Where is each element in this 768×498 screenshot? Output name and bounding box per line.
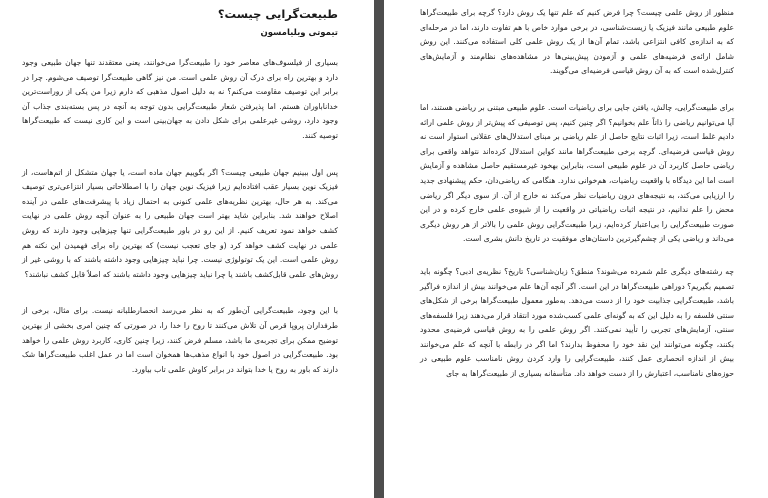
right-page bbox=[384, 0, 768, 498]
paragraph: بسیاری از فیلسوف‌های معاصر خود را طبیعت‌گرا می‌خوانند، یعنی معتقدند تنها جهان طبیعی وجود دارد و بهترین راه برای درک آن روش علمی است. من نیز گاهی طبیعت‌گرا توصیف می‌شوم. چرا در برابر این توصیف مقاومت می‌کنم؟ نه به دلیل اصول مذهبی که دارم زیرا من یکی از روراست‌ترین خداناباوران هستم. اما پذیرفتن شعار طبیعت‌گرایی بدون توجه به آنچه در پس بسته‌بندی جذاب آن وجود دارد، روشی غیرعلمی برای شکل دادن به جهان‌بینی است و این کاری نیست که طبیعت‌گراها توصیه کنند. bbox=[22, 58, 338, 140]
paragraph: برای طبیعت‌گرایی، چالش، یافتن جایی برای ریاضیات است. علوم طبیعی مبتنی بر ریاضی هستند، اما آیا می‌توانیم ریاضی را ذاتاً علم بخوانیم؟ اگر چنین کنیم، پس توصیفی که پیش‌تر از روش علمی ارائه دادیم غلط است، زیرا اثبات نتایج حاصل از علم ریاضی بر مبنای استدلال‌های عقلانی استوار است نه روش قیاسی فرضیه‌ای. گرچه برخی طبیعت‌گراها مانند کواین استدلال کرده‌اند نتواهد واقعی برای ریاضی حاصل کاربرد آن در علوم طبیعی است، بنابراین بهخود غیرمستقیم حاصل مشاهده و آزمایش است اما این دیدگاه با واقعیت ریاضیات، هم‌خوانی ندارد. هنگامی که ریاضی‌دان، حکم پیشنهادی جدید را ارزیابی می‌کند، به نتیجه‌های درون ریاضیات نظر می‌کند نه خارج از آن. از سوی دیگر اگر ریاضی محض را علم ندانیم، در نتیجه اثبات ریاضیاتی در واقعیت را از شیوه‌ی علمی خارج کرده و در این صورت طبیعت‌گرایی را بی‌اعتبار کرده‌ایم، زیرا طبیعت‌گرایی روش علمی را بالاتر از هر روش دیگری می‌داند و ریاضی یکی از چشم‌گیرترین داستان‌های موفقیت در تاریخ دانش بشری است. bbox=[420, 102, 734, 244]
article-author: تیموتی ویلیامسون bbox=[260, 28, 338, 38]
page-gutter bbox=[374, 0, 384, 498]
article-title: طبیعت‌گرایی چیست؟ bbox=[217, 7, 338, 21]
left-page bbox=[0, 0, 374, 498]
paragraph: چه رشته‌های دیگری علم شمرده می‌شوند؟ منطق؟ زبان‌شناسی؟ تاریخ؟ نظریه‌ی ادبی؟ چگونه باید تصمیم بگیریم؟ دوراهی طبیعت‌گراها در این است. اگر آنچه آن‌ها علم می‌خوانند بیش از اندازه فراگیر باشد، طبیعت‌گرایی جذابیت خود را از دست می‌دهد. به‌طور معمول طبیعت‌گراها برخی از شکل‌های سنتی فلسفه را به دلیل این که به گونه‌ای علمی کسب‌شده مورد انتقاد قرار می‌دهند زیرا فلسفه‌های سنتی، آزمایش‌های تجربی را تأیید نمی‌کنند. اگر روش علمی را به روش قیاسی فرضیه‌ی محدود بکنند، چگونه می‌توانند این نقد خود را محفوظ بدارند؟ اما اگر در رابطه با آنچه که علم می‌خوانند بیش از اندازه انحصاری عمل کنند، طبیعت‌گرایی را وارد کردن روش نامناسب علوم طبیعی در حوزه‌های نامناسب، اعتبارش را از دست خواهد داد. متأسفانه بسیاری از طبیعت‌گراها به جای bbox=[420, 266, 734, 379]
paragraph: منظور از روش علمی چیست؟ چرا فرض کنیم که علم تنها یک روش دارد؟ گرچه برای طبیعت‌گراها علوم طبیعی مانند فیزیک یا زیست‌شناسی، در برخی موارد خاص با هم تفاوت دارند، اما در مرحله‌ای که به اندازه‌ی کافی انتزاعی باشد، تمام آن‌ها از یک روش علمی کلی استفاده می‌کنند. این روش شامل ارائه‌ی فرضیه‌های علمی و آزمودن پیش‌بینی‌ها در مشاهده‌های نظام‌مند و آزمایش‌های کنترل‌شده است که به آن روش قیاسی فرضیه‌ای می‌گویند. bbox=[420, 8, 734, 76]
paragraph: با این وجود، طبیعت‌گرایی آن‌طور که به نظر می‌رسد انحصارطلبانه نیست. برای مثال، برخی از طرفداران پروپا قرص آن تلاش می‌کنند تا روح را خدا را، در صورتی که چنین امری بخشی از بهترین توضیح ممکن برای تجربه‌ی ما باشد، مسلم فرض کنند، زیرا چنین کاری، کاربرد روش علمی را خواهد بود. طبیعت‌گرایی در اصول خود با انواع مذهب‌ها همخوان است اما در عمل اغلب طبیعت‌گراها شک دارند که باور به روح یا خدا بتواند در برابر کاوش علمی تاب بیاورد. bbox=[22, 306, 338, 374]
paragraph: پس اول ببینیم جهان طبیعی چیست؟ اگر بگوییم جهان ماده است، یا جهان متشکل از اتم‌هاست، از فیزیک نوین بسیار عقب افتاده‌ایم زیرا فیزیک نوین جهان را با اصطلاحاتی بسیار انتزاعی‌تری توصیف می‌کند. به هر حال، بهترین نظریه‌های علمی کنونی به احتمال زیاد با پیشرفت‌های علمی در آینده اصلاح خواهند شد. بنابراین شاید بهتر است جهان طبیعی را به عنوان آنچه روش علمی در نهایت کشف خواهد نمود تعریف کنیم. از این رو در باور طبیعت‌گرایی تنها چیزهایی وجود دارند که روش علمی در نهایت کشف خواهد کرد (و جای تعجب نیست) که بهترین راه برای فهمیدن این نکته هم روش علمی است. این یک توتولوژی نیست. چرا نباید چیزهایی وجود داشته باشند که با روشی غیر از روش‌های علمی قابل‌کشف باشند یا چرا نباید چیزهایی وجود داشته باشند که اصلاً قابل کشف نباشند؟ bbox=[22, 167, 338, 279]
